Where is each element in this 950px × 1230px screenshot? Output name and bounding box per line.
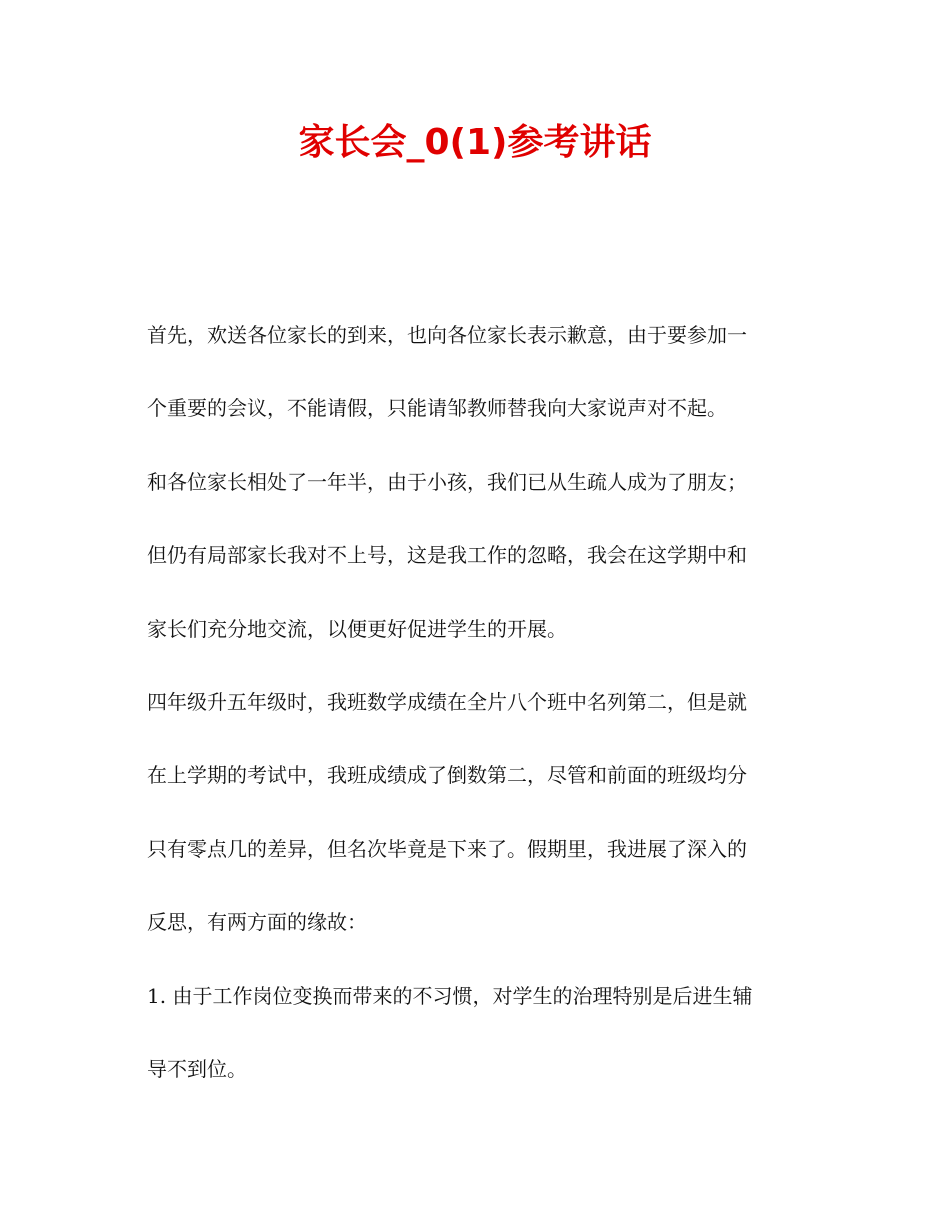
body-line: 但仍有局部家长我对不上号，这是我工作的忽略，我会在这学期中和 [147, 543, 747, 568]
body-line: 个重要的会议，不能请假，只能请邹教师替我向大家说声对不起。 [147, 396, 727, 421]
document-title: 家长会_0(1)参考讲话 [298, 122, 652, 163]
body-line: 和各位家长相处了一年半，由于小孩，我们已从生疏人成为了朋友； [147, 469, 747, 494]
body-line: 首先，欢送各位家长的到来，也向各位家长表示歉意，由于要参加一 [147, 323, 747, 347]
body-line: 1. 由于工作岗位变换而带来的不习惯，对学生的治理特别是后进生辅 [147, 983, 753, 1008]
body-line: 四年级升五年级时，我班数学成绩在全片八个班中名列第二，但是就 [147, 689, 747, 714]
body-line: 家长们充分地交流，以便更好促进学生的开展。 [147, 616, 567, 641]
body-line: 只有零点几的差异，但名次毕竟是下来了。假期里，我进展了深入的 [147, 836, 747, 861]
body-line: 在上学期的考试中，我班成绩成了倒数第二，尽管和前面的班级均分 [147, 763, 747, 788]
document-body [147, 312, 802, 1119]
body-line: 导不到位。 [147, 1056, 247, 1081]
body-line: 反思，有两方面的缘故： [147, 910, 367, 935]
